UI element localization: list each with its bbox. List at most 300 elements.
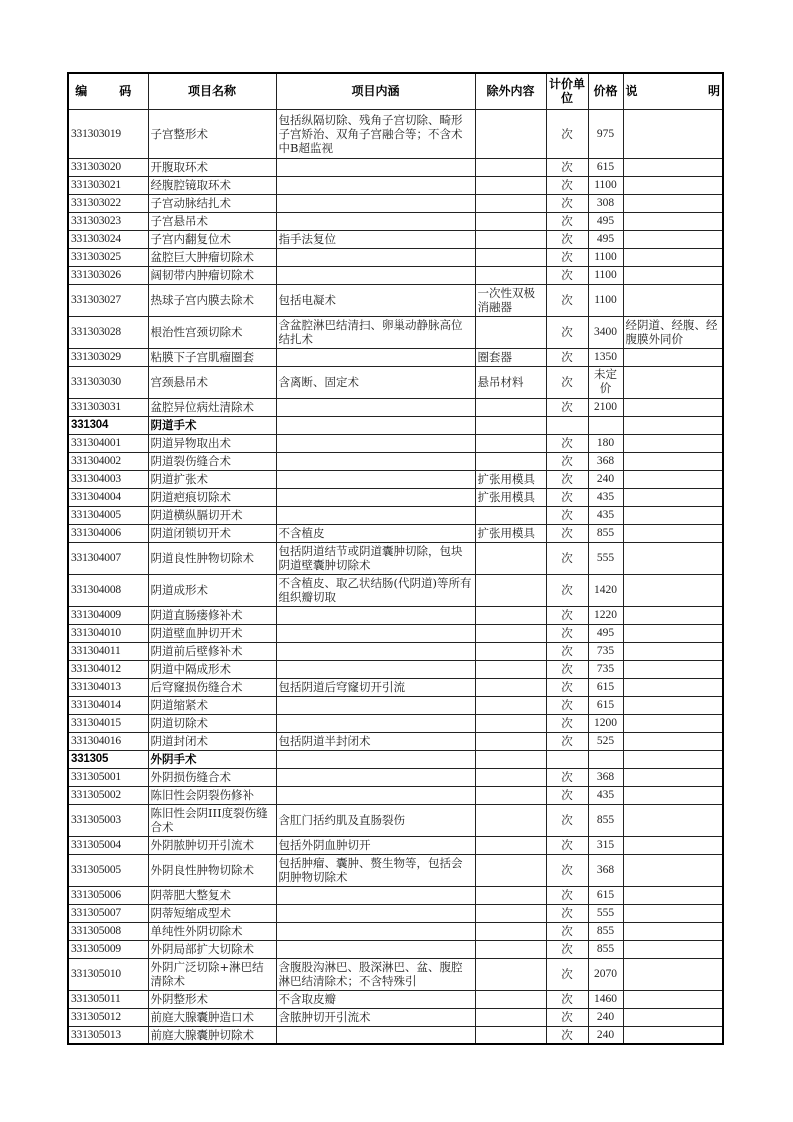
cell-price: 1220 <box>588 606 623 624</box>
cell-content <box>276 348 475 366</box>
cell-price: 495 <box>588 230 623 248</box>
cell-content: 包括电凝术 <box>276 284 475 316</box>
cell-name: 阴道切除术 <box>148 714 276 732</box>
header-unit: 计价单位 <box>546 73 588 109</box>
cell-excluded <box>475 1008 546 1026</box>
cell-unit: 次 <box>546 786 588 804</box>
cell-code: 331303021 <box>68 176 148 194</box>
cell-name: 阴道直肠瘘修补术 <box>148 606 276 624</box>
cell-note <box>623 158 723 176</box>
cell-content <box>276 470 475 488</box>
cell-note <box>623 696 723 714</box>
header-row <box>68 73 723 109</box>
cell-name: 外阴局部扩大切除术 <box>148 940 276 958</box>
cell-unit: 次 <box>546 660 588 678</box>
cell-unit: 次 <box>546 176 588 194</box>
cell-unit: 次 <box>546 194 588 212</box>
section-row <box>68 416 723 434</box>
cell-content <box>276 642 475 660</box>
cell-excluded <box>475 109 546 158</box>
cell-price: 855 <box>588 524 623 542</box>
cell-excluded <box>475 642 546 660</box>
cell-price: 1460 <box>588 990 623 1008</box>
cell-note <box>623 678 723 696</box>
cell-content <box>276 922 475 940</box>
cell-code: 331303031 <box>68 398 148 416</box>
cell-unit: 次 <box>546 524 588 542</box>
cell-name: 阴道异物取出术 <box>148 434 276 452</box>
cell-unit: 次 <box>546 506 588 524</box>
cell-name: 阴道手术 <box>148 416 276 434</box>
cell-content <box>276 452 475 470</box>
cell-code: 331304009 <box>68 606 148 624</box>
cell-code: 331305009 <box>68 940 148 958</box>
cell-note <box>623 176 723 194</box>
cell-excluded <box>475 542 546 574</box>
cell-unit: 次 <box>546 109 588 158</box>
cell-name: 阔韧带内肿瘤切除术 <box>148 266 276 284</box>
header-note-right: 明 <box>707 84 720 99</box>
table-row <box>68 488 723 506</box>
cell-note <box>623 542 723 574</box>
table-row <box>68 542 723 574</box>
cell-excluded <box>475 922 546 940</box>
cell-price: 240 <box>588 470 623 488</box>
cell-unit: 次 <box>546 714 588 732</box>
cell-code: 331305010 <box>68 958 148 990</box>
cell-note <box>623 266 723 284</box>
cell-name: 阴道中隔成形术 <box>148 660 276 678</box>
cell-unit: 次 <box>546 922 588 940</box>
cell-name: 阴蒂肥大整复术 <box>148 886 276 904</box>
table-row <box>68 1026 723 1044</box>
cell-price: 525 <box>588 732 623 750</box>
cell-code: 331304007 <box>68 542 148 574</box>
cell-content: 含肛门括约肌及直肠裂伤 <box>276 804 475 836</box>
table-row <box>68 786 723 804</box>
cell-price: 1200 <box>588 714 623 732</box>
table-row <box>68 398 723 416</box>
cell-name: 根治性宫颈切除术 <box>148 316 276 348</box>
cell-excluded: 扩张用模具 <box>475 488 546 506</box>
cell-unit: 次 <box>546 678 588 696</box>
cell-excluded <box>475 732 546 750</box>
cell-name: 阴道成形术 <box>148 574 276 606</box>
cell-code: 331305002 <box>68 786 148 804</box>
cell-name: 阴道闭锁切开术 <box>148 524 276 542</box>
cell-price <box>588 416 623 434</box>
cell-content <box>276 750 475 768</box>
table-row <box>68 366 723 398</box>
cell-price: 1350 <box>588 348 623 366</box>
cell-excluded <box>475 176 546 194</box>
cell-code: 331304013 <box>68 678 148 696</box>
cell-name: 子宫动脉结扎术 <box>148 194 276 212</box>
table-row <box>68 109 723 158</box>
cell-unit: 次 <box>546 316 588 348</box>
cell-content <box>276 886 475 904</box>
cell-excluded <box>475 434 546 452</box>
cell-note <box>623 506 723 524</box>
cell-content: 包括纵隔切除、残角子宫切除、畸形子宫矫治、双角子宫融合等；不含术中B超监视 <box>276 109 475 158</box>
price-table <box>67 72 724 1045</box>
cell-excluded <box>475 606 546 624</box>
cell-unit: 次 <box>546 854 588 886</box>
cell-name: 粘膜下子宫肌瘤圈套 <box>148 348 276 366</box>
cell-name: 外阴良性肿物切除术 <box>148 854 276 886</box>
section-row <box>68 750 723 768</box>
cell-note <box>623 854 723 886</box>
cell-code: 331304010 <box>68 624 148 642</box>
cell-price: 855 <box>588 940 623 958</box>
cell-price: 855 <box>588 804 623 836</box>
table-row <box>68 452 723 470</box>
table-row <box>68 732 723 750</box>
cell-name: 阴道良性肿物切除术 <box>148 542 276 574</box>
cell-name: 阴道封闭术 <box>148 732 276 750</box>
cell-excluded <box>475 398 546 416</box>
cell-content: 含盆腔淋巴结清扫、卵巢动静脉高位结扎术 <box>276 316 475 348</box>
table-row <box>68 506 723 524</box>
cell-note <box>623 768 723 786</box>
cell-excluded <box>475 768 546 786</box>
cell-unit: 次 <box>546 366 588 398</box>
cell-note <box>623 488 723 506</box>
table-row <box>68 1008 723 1026</box>
cell-unit: 次 <box>546 836 588 854</box>
cell-name: 子宫内翻复位术 <box>148 230 276 248</box>
cell-price: 3400 <box>588 316 623 348</box>
table-row <box>68 660 723 678</box>
table-row <box>68 470 723 488</box>
cell-name: 阴蒂短缩成型术 <box>148 904 276 922</box>
cell-content: 包括阴道后穹窿切开引流 <box>276 678 475 696</box>
table-row <box>68 176 723 194</box>
cell-content: 包括阴道结节或阴道囊肿切除，包块阴道壁囊肿切除术 <box>276 542 475 574</box>
cell-content <box>276 1026 475 1044</box>
cell-excluded <box>475 804 546 836</box>
cell-unit: 次 <box>546 158 588 176</box>
cell-code: 331305013 <box>68 1026 148 1044</box>
cell-code: 331303019 <box>68 109 148 158</box>
cell-unit: 次 <box>546 804 588 836</box>
cell-price: 435 <box>588 488 623 506</box>
cell-price: 1100 <box>588 176 623 194</box>
cell-note <box>623 904 723 922</box>
cell-unit: 次 <box>546 212 588 230</box>
cell-content: 含脓肿切开引流术 <box>276 1008 475 1026</box>
cell-price: 180 <box>588 434 623 452</box>
cell-price: 975 <box>588 109 623 158</box>
cell-note <box>623 398 723 416</box>
cell-code: 331305012 <box>68 1008 148 1026</box>
cell-name: 外阴整形术 <box>148 990 276 1008</box>
cell-price: 368 <box>588 452 623 470</box>
cell-content <box>276 398 475 416</box>
cell-code: 331303024 <box>68 230 148 248</box>
cell-code: 331304004 <box>68 488 148 506</box>
table-row <box>68 642 723 660</box>
header-code: 编 码 <box>68 73 148 109</box>
cell-price: 240 <box>588 1008 623 1026</box>
header-note <box>623 73 723 109</box>
cell-price: 240 <box>588 1026 623 1044</box>
table-row <box>68 606 723 624</box>
cell-price: 1420 <box>588 574 623 606</box>
cell-excluded <box>475 212 546 230</box>
table-row <box>68 804 723 836</box>
cell-name: 阴道疤痕切除术 <box>148 488 276 506</box>
header-name: 项目名称 <box>148 73 276 109</box>
cell-content <box>276 416 475 434</box>
cell-price: 315 <box>588 836 623 854</box>
cell-code: 331303025 <box>68 248 148 266</box>
cell-excluded <box>475 958 546 990</box>
cell-code: 331303028 <box>68 316 148 348</box>
cell-price: 615 <box>588 678 623 696</box>
cell-content <box>276 194 475 212</box>
cell-price: 308 <box>588 194 623 212</box>
cell-code: 331304014 <box>68 696 148 714</box>
cell-note <box>623 452 723 470</box>
cell-unit: 次 <box>546 248 588 266</box>
cell-excluded: 扩张用模具 <box>475 524 546 542</box>
cell-content <box>276 176 475 194</box>
cell-excluded <box>475 696 546 714</box>
table-row <box>68 940 723 958</box>
cell-price: 615 <box>588 886 623 904</box>
cell-note <box>623 990 723 1008</box>
cell-content <box>276 506 475 524</box>
cell-content <box>276 434 475 452</box>
cell-price: 555 <box>588 904 623 922</box>
cell-name: 阴道壁血肿切开术 <box>148 624 276 642</box>
table-row <box>68 266 723 284</box>
cell-code: 331304005 <box>68 506 148 524</box>
cell-excluded <box>475 750 546 768</box>
cell-excluded <box>475 158 546 176</box>
cell-unit: 次 <box>546 266 588 284</box>
cell-code: 331305006 <box>68 886 148 904</box>
cell-code: 331303022 <box>68 194 148 212</box>
cell-note <box>623 416 723 434</box>
cell-unit: 次 <box>546 348 588 366</box>
cell-note <box>623 786 723 804</box>
cell-content <box>276 786 475 804</box>
cell-name: 外阴广泛切除+淋巴结清除术 <box>148 958 276 990</box>
cell-code: 331304001 <box>68 434 148 452</box>
cell-name: 后穹窿损伤缝合术 <box>148 678 276 696</box>
cell-unit: 次 <box>546 768 588 786</box>
cell-content: 含离断、固定术 <box>276 366 475 398</box>
cell-excluded <box>475 836 546 854</box>
cell-content <box>276 940 475 958</box>
cell-excluded <box>475 248 546 266</box>
cell-price: 495 <box>588 624 623 642</box>
cell-content <box>276 624 475 642</box>
cell-code: 331304016 <box>68 732 148 750</box>
cell-excluded <box>475 990 546 1008</box>
cell-code: 331305004 <box>68 836 148 854</box>
cell-unit: 次 <box>546 958 588 990</box>
cell-name: 阴道扩张术 <box>148 470 276 488</box>
table-row <box>68 574 723 606</box>
cell-excluded <box>475 624 546 642</box>
cell-note <box>623 348 723 366</box>
cell-unit: 次 <box>546 1026 588 1044</box>
cell-code: 331305007 <box>68 904 148 922</box>
cell-excluded <box>475 452 546 470</box>
table-row <box>68 284 723 316</box>
cell-unit <box>546 750 588 768</box>
cell-unit <box>546 416 588 434</box>
cell-excluded <box>475 316 546 348</box>
cell-price: 435 <box>588 786 623 804</box>
cell-price: 435 <box>588 506 623 524</box>
table-row <box>68 696 723 714</box>
table-row <box>68 434 723 452</box>
cell-note <box>623 624 723 642</box>
header-excluded: 除外内容 <box>475 73 546 109</box>
cell-name: 阴道前后壁修补术 <box>148 642 276 660</box>
cell-excluded <box>475 714 546 732</box>
cell-content <box>276 714 475 732</box>
cell-price: 2100 <box>588 398 623 416</box>
cell-unit: 次 <box>546 284 588 316</box>
cell-price: 555 <box>588 542 623 574</box>
cell-excluded <box>475 904 546 922</box>
cell-note <box>623 660 723 678</box>
cell-unit: 次 <box>546 398 588 416</box>
cell-excluded: 悬吊材料 <box>475 366 546 398</box>
cell-unit: 次 <box>546 470 588 488</box>
cell-excluded <box>475 266 546 284</box>
cell-unit: 次 <box>546 732 588 750</box>
cell-name: 阴道裂伤缝合术 <box>148 452 276 470</box>
cell-unit: 次 <box>546 904 588 922</box>
cell-unit: 次 <box>546 542 588 574</box>
cell-note <box>623 732 723 750</box>
cell-code: 331304002 <box>68 452 148 470</box>
cell-unit: 次 <box>546 230 588 248</box>
cell-unit: 次 <box>546 452 588 470</box>
cell-price: 2070 <box>588 958 623 990</box>
cell-code: 331303020 <box>68 158 148 176</box>
cell-note <box>623 750 723 768</box>
cell-code: 331303023 <box>68 212 148 230</box>
cell-name: 热球子宫内膜去除术 <box>148 284 276 316</box>
cell-code: 331305011 <box>68 990 148 1008</box>
cell-content: 包括阴道半封闭术 <box>276 732 475 750</box>
cell-note <box>623 366 723 398</box>
table-row <box>68 958 723 990</box>
cell-content <box>276 212 475 230</box>
cell-excluded <box>475 194 546 212</box>
cell-unit: 次 <box>546 624 588 642</box>
table-row <box>68 768 723 786</box>
cell-unit: 次 <box>546 642 588 660</box>
cell-content: 包括肿瘤、囊肿、赘生物等，包括会阴肿物切除术 <box>276 854 475 886</box>
cell-content <box>276 248 475 266</box>
cell-code: 331304012 <box>68 660 148 678</box>
cell-name: 子宫悬吊术 <box>148 212 276 230</box>
cell-note <box>623 836 723 854</box>
cell-note <box>623 606 723 624</box>
table-row <box>68 524 723 542</box>
cell-name: 陈旧性会阴III度裂伤缝合术 <box>148 804 276 836</box>
cell-code: 331305008 <box>68 922 148 940</box>
cell-note <box>623 212 723 230</box>
cell-unit: 次 <box>546 1008 588 1026</box>
cell-content <box>276 768 475 786</box>
cell-code: 331304008 <box>68 574 148 606</box>
cell-note <box>623 804 723 836</box>
cell-code: 331304003 <box>68 470 148 488</box>
cell-name: 外阴损伤缝合术 <box>148 768 276 786</box>
cell-unit: 次 <box>546 696 588 714</box>
cell-content: 包括外阴血肿切开 <box>276 836 475 854</box>
cell-note <box>623 940 723 958</box>
cell-content: 指手法复位 <box>276 230 475 248</box>
cell-price <box>588 750 623 768</box>
cell-content <box>276 158 475 176</box>
cell-excluded: 扩张用模具 <box>475 470 546 488</box>
cell-name: 前庭大腺囊肿造口术 <box>148 1008 276 1026</box>
cell-excluded <box>475 886 546 904</box>
cell-note <box>623 958 723 990</box>
cell-code: 331303026 <box>68 266 148 284</box>
cell-content <box>276 904 475 922</box>
cell-name: 经腹腔镜取环术 <box>148 176 276 194</box>
table-row <box>68 854 723 886</box>
cell-unit: 次 <box>546 990 588 1008</box>
cell-code: 331303029 <box>68 348 148 366</box>
cell-name: 外阴手术 <box>148 750 276 768</box>
cell-excluded <box>475 506 546 524</box>
table-row <box>68 922 723 940</box>
table-row <box>68 248 723 266</box>
table-row <box>68 624 723 642</box>
cell-excluded <box>475 660 546 678</box>
cell-code: 331305001 <box>68 768 148 786</box>
cell-content <box>276 266 475 284</box>
cell-note <box>623 194 723 212</box>
cell-price: 735 <box>588 660 623 678</box>
header-note-left: 说 <box>625 84 638 99</box>
cell-price: 735 <box>588 642 623 660</box>
cell-name: 宫颈悬吊术 <box>148 366 276 398</box>
cell-unit: 次 <box>546 488 588 506</box>
cell-note <box>623 109 723 158</box>
cell-content <box>276 488 475 506</box>
cell-content <box>276 660 475 678</box>
cell-code: 331303030 <box>68 366 148 398</box>
cell-note <box>623 714 723 732</box>
cell-price: 1100 <box>588 248 623 266</box>
cell-price: 1100 <box>588 266 623 284</box>
cell-unit: 次 <box>546 574 588 606</box>
cell-note <box>623 230 723 248</box>
cell-note: 经阴道、经腹、经腹膜外同价 <box>623 316 723 348</box>
cell-unit: 次 <box>546 940 588 958</box>
cell-note <box>623 524 723 542</box>
cell-note <box>623 642 723 660</box>
table-body <box>68 109 723 1044</box>
table-row <box>68 212 723 230</box>
cell-content: 不含植皮、取乙状结肠(代阴道)等所有组织瓣切取 <box>276 574 475 606</box>
cell-excluded <box>475 1026 546 1044</box>
cell-price: 368 <box>588 768 623 786</box>
